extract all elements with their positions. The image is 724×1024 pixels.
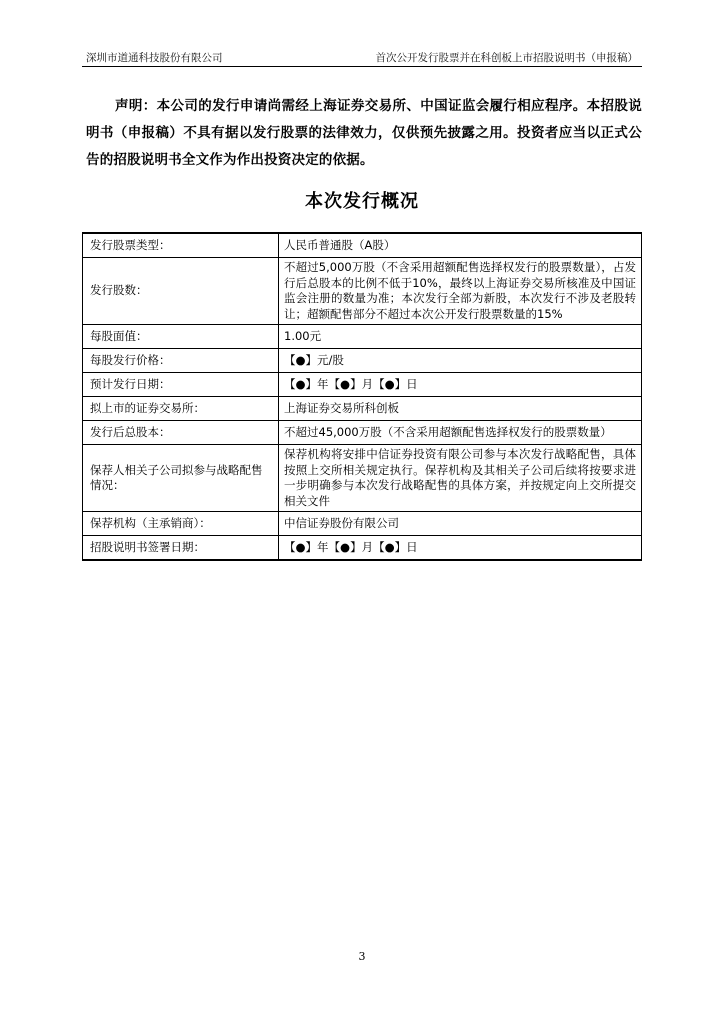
- table-row: [83, 536, 642, 561]
- row-value: 【●】年【●】月【●】日: [279, 536, 642, 561]
- section-title: 本次发行概况: [305, 191, 419, 212]
- row-label: 发行股票类型：: [83, 233, 279, 258]
- table-row: [83, 445, 642, 512]
- row-value: 1.00元: [279, 325, 642, 349]
- row-value: 【●】元/股: [279, 349, 642, 373]
- row-label: 发行后总股本：: [83, 421, 279, 445]
- row-label: 保荐机构（主承销商）：: [83, 512, 279, 536]
- offering-overview-table: [82, 232, 642, 561]
- declaration-paragraph: 声明：本公司的发行申请尚需经上海证券交易所、中国证监会履行相应程序。本招股说明书（申报稿）不具有据以发行股票的法律效力，仅供预先披露之用。投资者应当以正式公告的招股说明书全文作为作出投资决定的依据。: [86, 98, 642, 168]
- header-document-title: 首次公开发行股票并在科创板上市招股说明书（申报稿）: [375, 52, 638, 64]
- row-label: 每股面值：: [83, 325, 279, 349]
- page-header: [82, 46, 642, 67]
- row-value: 人民币普通股（A股）: [279, 233, 642, 258]
- row-label: 预计发行日期：: [83, 373, 279, 397]
- table-row: [83, 325, 642, 349]
- row-label: 拟上市的证券交易所：: [83, 397, 279, 421]
- table-row: [83, 512, 642, 536]
- row-label: 招股说明书签署日期：: [83, 536, 279, 561]
- page-number: 3: [358, 950, 366, 963]
- row-value: 【●】年【●】月【●】日: [279, 373, 642, 397]
- row-label: 保荐人相关子公司拟参与战略配售情况：: [83, 445, 279, 512]
- row-value: 上海证券交易所科创板: [279, 397, 642, 421]
- row-label: 发行股数：: [83, 258, 279, 325]
- table-row: [83, 349, 642, 373]
- table-row: [83, 373, 642, 397]
- table-row: [83, 397, 642, 421]
- row-value: 中信证券股份有限公司: [279, 512, 642, 536]
- table-row: [83, 421, 642, 445]
- row-value: 不超过5,000万股（不含采用超额配售选择权发行的股票数量），占发行后总股本的比例不低于10%，最终以上海证券交易所核准及中国证监会注册的数量为准；本次发行全部为新股，本次发行不涉及老股转让；超额配售部分不超过本次公开发行股票数量的15%: [279, 258, 642, 325]
- table-row: [83, 258, 642, 325]
- row-label: 每股发行价格：: [83, 349, 279, 373]
- header-company-name: 深圳市道通科技股份有限公司: [86, 52, 223, 64]
- row-value: 保荐机构将安排中信证券投资有限公司参与本次发行战略配售，具体按照上交所相关规定执行。保荐机构及其相关子公司后续将按要求进一步明确参与本次发行战略配售的具体方案，并按规定向上交所提交相关文件: [279, 445, 642, 512]
- row-value: 不超过45,000万股（不含采用超额配售选择权发行的股票数量）: [279, 421, 642, 445]
- table-row: [83, 233, 642, 258]
